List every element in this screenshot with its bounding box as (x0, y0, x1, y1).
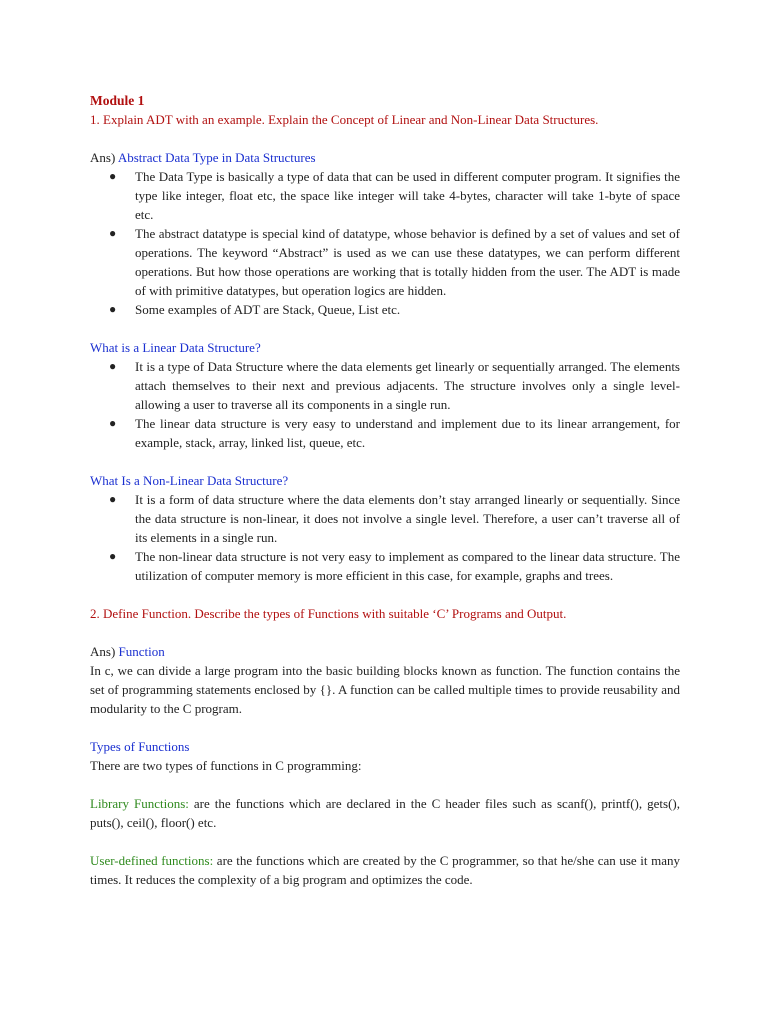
list-item-text: The non-linear data structure is not very easy to implement as compared to the linear data structure. The utilization of computer memory is more efficient in this case, for example, graphs and trees. (135, 549, 680, 583)
list-item (109, 300, 680, 319)
list-item (109, 414, 680, 452)
adt-heading: Abstract Data Type in Data Structures (117, 150, 316, 165)
adt-bullet-list (90, 167, 680, 319)
function-heading: Function (118, 644, 165, 659)
nonlinear-heading: What Is a Non-Linear Data Structure? (90, 473, 289, 488)
function-intro-paragraph: In c, we can divide a large program into the basic building blocks known as function. The function contains the set of programming statements enclosed by {}. A function can be called multiple times to provide reusability and modularity to the C program. (90, 663, 680, 716)
nonlinear-bullet-list (90, 490, 680, 585)
answer-prefix: Ans) (90, 644, 119, 659)
bullet-icon: ● (109, 549, 117, 563)
list-item-text: Some examples of ADT are Stack, Queue, List etc. (135, 302, 401, 317)
library-functions-paragraph (90, 794, 680, 832)
list-item (109, 224, 680, 300)
question-1: 1. Explain ADT with an example. Explain the Concept of Linear and Non-Linear Data Structures. (90, 112, 599, 127)
list-item (109, 547, 680, 585)
types-heading: Types of Functions (90, 739, 190, 754)
list-item-text: It is a type of Data Structure where the data elements get linearly or sequentially arranged. The elements attach themselves to their next and previous adjacents. The structure involves only a single level- allowing a user to traverse all its components in a single run. (135, 359, 680, 412)
answer-1-heading-line (90, 148, 680, 167)
types-intro-paragraph: There are two types of functions in C programming: (90, 758, 362, 773)
list-item-text: The linear data structure is very easy to understand and implement due to its linear arrangement, for example, stack, array, linked list, queue, etc. (135, 416, 680, 450)
bullet-icon: ● (109, 416, 117, 430)
answer-prefix: Ans) (90, 150, 118, 165)
user-defined-functions-paragraph (90, 851, 680, 889)
question-2: 2. Define Function. Describe the types of Functions with suitable ‘C’ Programs and Output. (90, 606, 567, 621)
list-item-text: The Data Type is basically a type of data that can be used in different computer program. It signifies the type like integer, float etc, the space like integer will take 4-bytes, character will take 1-byte of space etc. (135, 169, 680, 222)
answer-2-heading-line (90, 642, 680, 661)
list-item (109, 490, 680, 547)
bullet-icon: ● (109, 302, 117, 316)
linear-bullet-list (90, 357, 680, 452)
linear-heading: What is a Linear Data Structure? (90, 340, 261, 355)
list-item (109, 167, 680, 224)
bullet-icon: ● (109, 492, 117, 506)
library-functions-label: Library Functions: (90, 796, 189, 811)
bullet-icon: ● (109, 169, 117, 183)
list-item (109, 357, 680, 414)
bullet-icon: ● (109, 226, 117, 240)
library-functions-text: are the functions which are declared in the C header files such as scanf(), printf(), gets(), puts(), ceil(), floor() etc. (90, 796, 680, 830)
user-defined-functions-label: User-defined functions: (90, 853, 214, 868)
module-title: Module 1 (90, 93, 145, 108)
list-item-text: It is a form of data structure where the data elements don’t stay arranged linearly or sequentially. Since the data structure is non-linear, it does not involve a single level. Therefore, a user can’t traverse all of its elements in a single run. (135, 492, 680, 545)
user-defined-functions-text: are the functions which are created by the C programmer, so that he/she can use it many times. It reduces the complexity of a big program and optimizes the code. (90, 853, 680, 887)
list-item-text: The abstract datatype is special kind of datatype, whose behavior is defined by a set of values and set of operations. The keyword “Abstract” is used as we can use these datatypes, we can perform different operations. But how those operations are working that is totally hidden from the user. The ADT is made of with primitive datatypes, but operation logics are hidden. (135, 226, 680, 298)
bullet-icon: ● (109, 359, 117, 373)
